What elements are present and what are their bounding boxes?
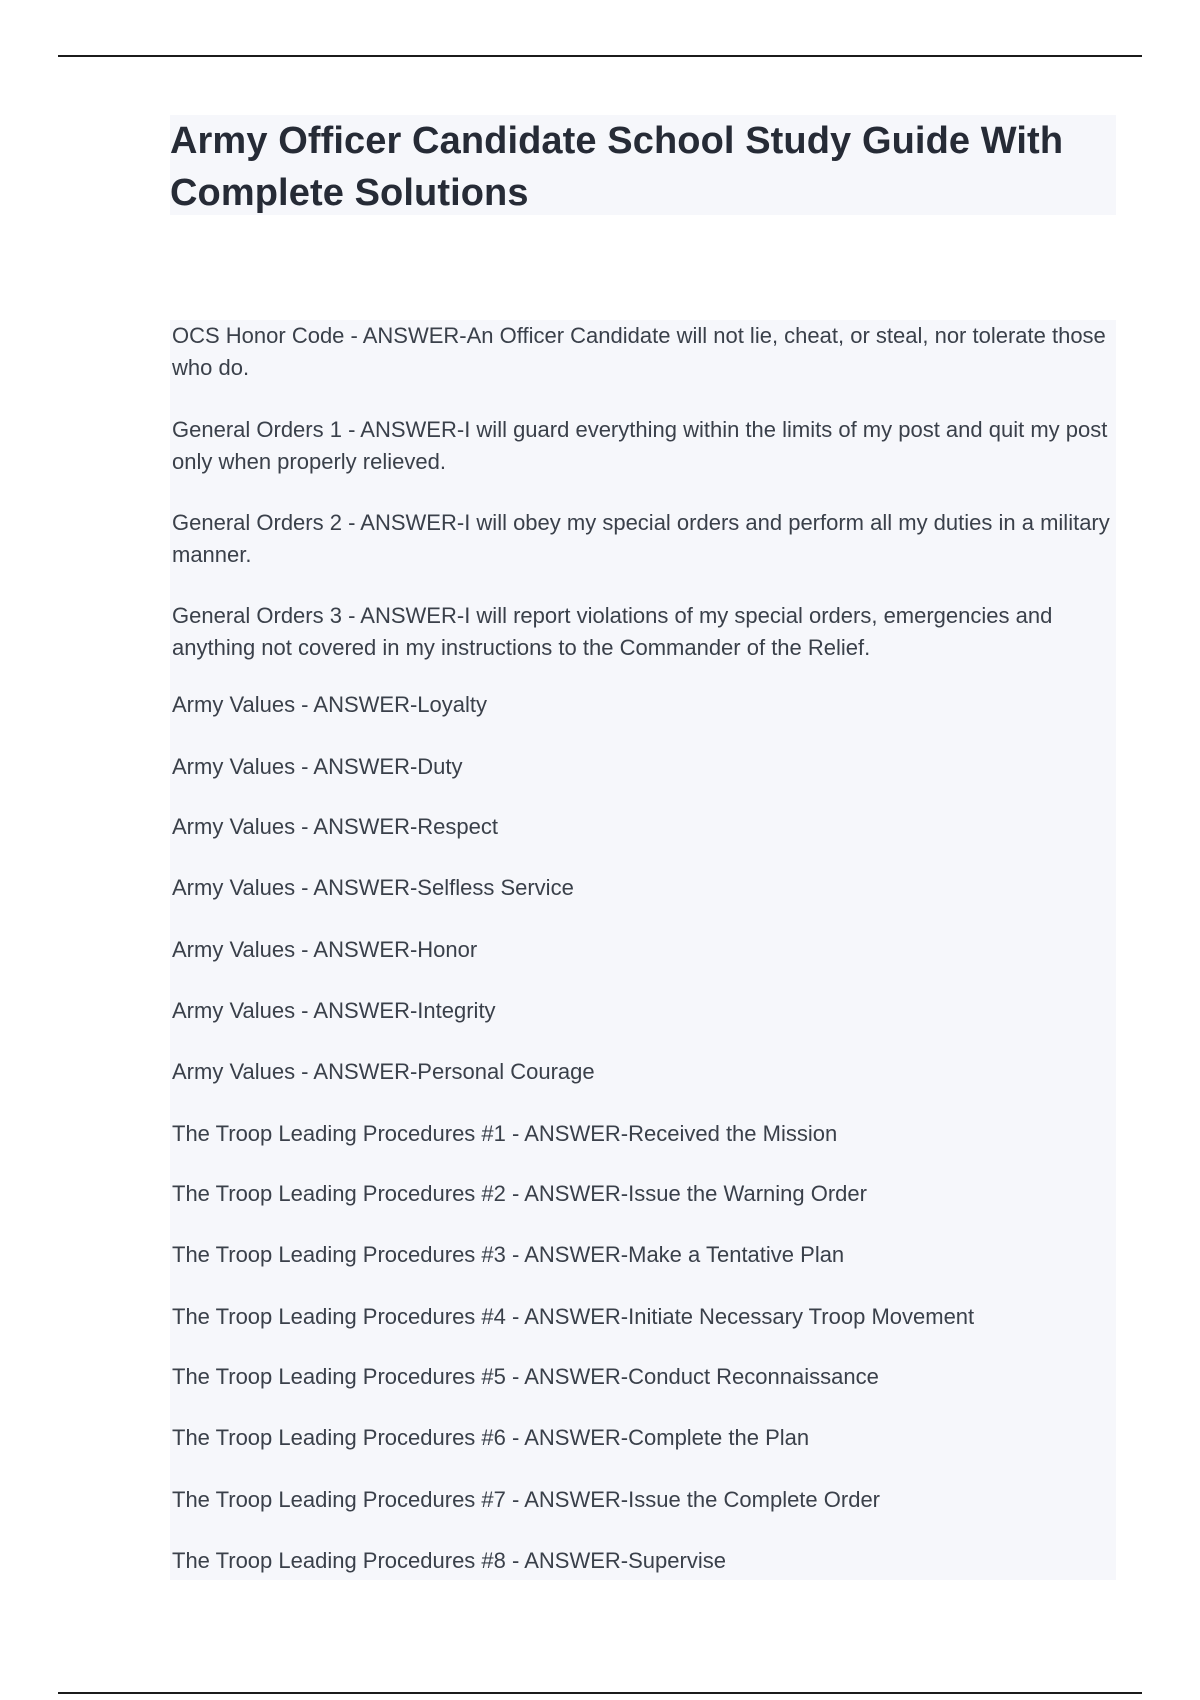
document-title: Army Officer Candidate School Study Guide With Complete Solutions	[170, 120, 1064, 214]
qa-item: General Orders 3 - ANSWER-I will report violations of my special orders, emergencies and anything not covered in my instructions to the Commander of the Relief.	[172, 603, 1053, 660]
qa-item: The Troop Leading Procedures #6 - ANSWER-Complete the Plan	[172, 1425, 810, 1450]
qa-item: OCS Honor Code - ANSWER-An Officer Candidate will not lie, cheat, or steal, nor tolerate those who do.	[172, 323, 1106, 380]
qa-item: Army Values - ANSWER-Loyalty	[172, 692, 488, 717]
qa-item: The Troop Leading Procedures #2 - ANSWER-Issue the Warning Order	[172, 1181, 867, 1206]
qa-item: Army Values - ANSWER-Duty	[172, 754, 463, 779]
qa-item: Army Values - ANSWER-Honor	[172, 937, 478, 962]
qa-item: Army Values - ANSWER-Personal Courage	[172, 1059, 595, 1084]
qa-item: The Troop Leading Procedures #3 - ANSWER-Make a Tentative Plan	[172, 1242, 845, 1267]
qa-item: General Orders 1 - ANSWER-I will guard everything within the limits of my post and quit my post only when properly relieved.	[172, 417, 1108, 474]
top-rule	[58, 55, 1142, 57]
bottom-rule	[58, 1692, 1142, 1694]
qa-item: Army Values - ANSWER-Respect	[172, 814, 499, 839]
qa-item: The Troop Leading Procedures #5 - ANSWER-Conduct Reconnaissance	[172, 1364, 879, 1389]
qa-item: Army Values - ANSWER-Selfless Service	[172, 875, 574, 900]
qa-list	[170, 320, 1116, 1580]
qa-item: Army Values - ANSWER-Integrity	[172, 998, 496, 1023]
qa-item: General Orders 2 - ANSWER-I will obey my special orders and perform all my duties in a military manner.	[172, 510, 1110, 567]
qa-item: The Troop Leading Procedures #7 - ANSWER-Issue the Complete Order	[172, 1487, 881, 1512]
qa-item: The Troop Leading Procedures #4 - ANSWER-Initiate Necessary Troop Movement	[172, 1304, 975, 1329]
qa-item: The Troop Leading Procedures #1 - ANSWER-Received the Mission	[172, 1121, 838, 1146]
title-block	[170, 115, 1116, 215]
qa-item: The Troop Leading Procedures #8 - ANSWER-Supervise	[172, 1548, 726, 1573]
